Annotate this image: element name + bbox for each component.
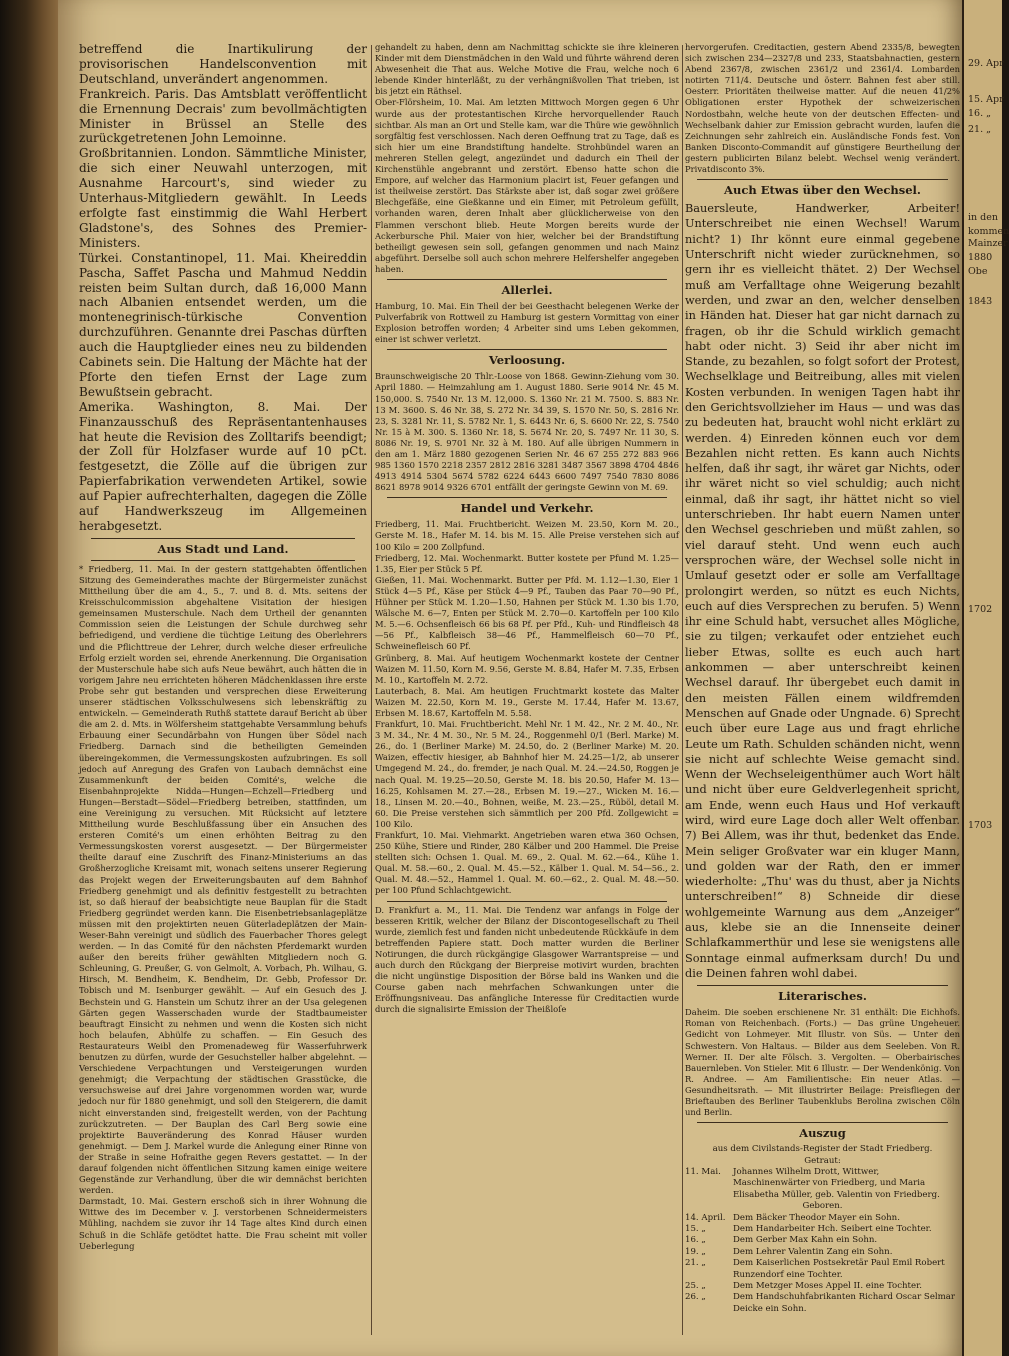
register-date: 14. April. bbox=[685, 1212, 726, 1223]
column-divider bbox=[371, 45, 372, 1335]
section-title-allerlei: Allerlei. bbox=[501, 282, 553, 297]
verloosung-text: Braunschweigische 20 Thlr.-Loose von 1868. Gewinn-Ziehung vom 30. April 1880. — Heimzahlung am 1. August 1880. Serie 9014 Nr. 45 M. 150,000. S. 7540 Nr. 13 M. 12,000. S. 1360 Nr. 21 M. 7500. S. 883 Nr. 13 M. 3600. S. 46 Nr. 38, S. 272 Nr. 34 39, S. 1570 Nr. 50, S. 2816 Nr. 23, S. 3281 Nr. 11, S. 5782 Nr. 1, S. 6443 Nr. 6, S. 6600 Nr. 22, S. 7540 Nr. 15 à M. 300. S. 1360 Nr. 18, S. 5674 Nr. 20, S. 7497 Nr. 11 30, S. 8086 Nr. 19, S. 9701 Nr. 32 à M. 180. Auf alle übrigen Nummern in den am 1. März 1880 gezogenen Serien Nr. 46 67 255 272 883 966 985 1360 1570 2218 2357 2812 2816 3281 3487 3567 3898 4704 4846 4913 4914 5304 5674 5782 6224 6443 6600 7497 7540 7830 8086 8621 8978 9014 9326 6701 entfällt der geringste Gewinn von M. 69. bbox=[375, 371, 679, 493]
register-entry bbox=[685, 1281, 960, 1292]
column-divider bbox=[682, 45, 683, 1335]
register-date: 19. „ bbox=[685, 1246, 706, 1257]
edge-text: Obe bbox=[968, 266, 988, 277]
section-rule bbox=[697, 985, 948, 986]
register-text: Dem Metzger Moses Appel II. eine Tochter. bbox=[733, 1281, 922, 1292]
edge-text: 15. Apr bbox=[968, 94, 1004, 105]
section-rule bbox=[387, 497, 667, 498]
news-ober-florsheim: Ober-Flörsheim, 10. Mai. Am letzten Mittwoch Morgen gegen 6 Uhr wurde aus der protestantischen Kirche hervorquellender Rauch sichtbar. Als man an Ort und Stelle kam, war die Thüre wie gewöhnlich sorgfältig fest verschlossen. Nach deren Oeffnung trat zu Tage, daß es sich hier um eine Brandstiftung handelte. Strohbündel waren an mehreren Stellen gelegt, angezündet und dadurch ein Theil der Kirchenstühle angebrannt und zerstört. Ebenso hatte schon die Empore, auf welcher das Harmonium placirt ist, Feuer gefangen und ist theilweise zerstört. Das Stärkste aber ist, daß sogar zwei größere Blechgefäße, eine Gießkanne und ein Eimer, mit Petroleum gefüllt, vorhanden waren, deren Inhalt aber glücklicherweise von den Flammen verschont blieb. Heute Morgen bereits wurde der Ackerbursche Phil. Maier von hier, welcher bei der Brandstiftung betheiligt gewesen sein soll, gefangen genommen und nach Mainz abgeführt. Derselbe soll auch schon mehrere Helfershelfer angegeben haben. bbox=[375, 97, 679, 274]
news-turkey: Türkei. Constantinopel, 11. Mai. Kheireddin Pascha, Saffet Pascha und Mahmud Neddin reisten beim Sultan durch, daß 16,000 Mann nach Albanien entsendet werden, um die montenegrinisch-türkische Convention durchzuführen. Genannte drei Paschas dürften auch die Hauptglieder eines neu zu bildenden Cabinets sein. Die Haltung der Mächte hat der Pforte den tiefen Ernst der Lage zum Bewußtsein gebracht. bbox=[79, 250, 367, 399]
intro-text: betreffend die Inartikulirung der provisorischen Handelsconvention mit Deutschland, unverändert angenommen. bbox=[79, 42, 367, 86]
edge-text: Mainzer bbox=[968, 238, 1008, 249]
news-britain: Großbritannien. London. Sämmtliche Minister, die sich einer Neuwahl unterzogen, mit Ausnahme Harcourt's, sind wieder zu Unterhaus-Mitgliedern gewählt. In Leeds erfolgte fast einstimmig die Wahl Herbert Gladstone's, des Sohnes des Premier-Ministers. bbox=[79, 146, 367, 250]
literarisches-text: Daheim. Die soeben erschienene Nr. 31 enthält: Die Eichhofs. Roman von Reichenbach. (Forts.) — Das grüne Ungeheuer. Gedicht von Lohmeyer. Mit Illustr. von Süs. — Unter den Schwestern. Von Haltaus. — Bilder aus dem Seeleben. Von R. Werner. II. Der alte Fölsch. 3. Vergolten. — Oberbairisches Bauernleben. Von Stieler. Mit 6 Illustr. — Der Wendenkönig. Von R. Andree. — Am Familientische: Ein neuer Atlas. — Gesundheitsrath. — Mit illustrirter Beilage: Preisfliegen der Brieftauben des Berliner Taubenklubs Berolina zwischen Cöln und Berlin. bbox=[685, 1007, 960, 1118]
section-rule bbox=[387, 349, 667, 350]
edge-text: 1702 bbox=[968, 604, 993, 615]
edge-text: 21. „ bbox=[968, 124, 992, 135]
section-rule bbox=[387, 901, 667, 902]
edge-text: in den bbox=[968, 212, 998, 223]
register-date: 26. „ bbox=[685, 1292, 706, 1303]
register-entry bbox=[685, 1213, 960, 1224]
column-1 bbox=[79, 42, 367, 1342]
register-date: 11. Mai. bbox=[685, 1167, 721, 1178]
market-report: Friedberg, 12. Mai. Wochenmarkt. Butter kostete per Pfund M. 1.25—1.35, Eier per Stück 5 Pf. bbox=[375, 552, 679, 574]
newspaper-sheet bbox=[58, 0, 962, 1356]
section-rule bbox=[91, 560, 355, 561]
register-date: 15. „ bbox=[685, 1224, 706, 1235]
wechsel-article: Bauersleute, Handwerker, Arbeiter! Unterschreibet nie einen Wechsel! Warum nicht? 1) Ihr könnt eure einmal gegebene Unterschrift nicht wieder zurücknehmen, so gern ihr es vielleicht thätet. 2) Der Wechsel muß am Verfalltage ohne Weigerung bezahlt werden, und zwar an den, welcher denselben in Händen hat. Dieser hat gar nicht darnach zu fragen, ob ihr die Schuld wirklich gemacht habt oder nicht. 3) Seid ihr aber nicht im Stande, zu bezahlen, so folgt sofort der Protest, Wechselklage und Beitreibung, alles mit vielen Kosten verbunden. In wenigen Tagen habt ihr den Gerichtsvollzieher im Haus — und was das zu bedeuten hat, braucht wohl nicht erklärt zu werden. 4) Einreden können euch vor dem Bezahlen nicht retten. Es kann auch Nichts helfen, daß ihr sagt, ihr wäret gar Nichts, oder ihr wäret nicht so viel schuldig; auch nicht einmal, daß ihr sagt, ihr hättet nicht so viel unterschrieben. Ihr habt euern Namen unter den Wechsel geschrieben und müßt zahlen, so viel darauf steht. Und wenn euch auch versprochen wäre, der Wechsel solle nicht in Umlauf gesetzt oder er solle am Verfalltage prolongirt werden, so nützt es euch Nichts, euch auf dies Versprechen zu berufen. 5) Wenn ihr eine Schuld habt, versuchet alles Mögliche, sie zu tilgen; verkaufet oder entziehet euch lieber Etwas, sollte es euch auch hart ankommen — aber unterschreibt keinen Wechsel darauf. Ihr übergebet euch damit in den meisten Fällen einem wildfremden Menschen auf Gnade oder Ungnade. 6) Sprecht euch über eure Lage aus und fragt ehrliche Leute um Rath. Schulden schänden nicht, wenn sie nicht auf schlechte Weise gemacht sind. Wenn der Wechseleigenthümer auch Wort hält und nicht über eure Geldverlegenheit spricht, am Ende, wenn euch Haus und Hof verkauft wird, wird eure Lage doch aller Welt offenbar. 7) Bei Allem, was ihr thut, bedenket das Ende. Mein seliger Großvater war ein kluger Mann, und golden war der Rath, den er immer wiederholte: „Thu' was du thust, aber ja Nichts unterschreiben!“ 8) Schneide dir diese wohlgemeinte Warnung aus dem „Anzeiger“ aus, klebe sie an die Innenseite deiner Schlafkammerthür und lese sie wenigstens alle Sonntage einmal aufmerksam durch! Du und die Deinen fahren wohl dabei. bbox=[685, 202, 960, 980]
allerlei-text: Hamburg, 10. Mai. Ein Theil der bei Geesthacht belegenen Werke der Pulverfabrik von Rottweil zu Hamburg ist gestern Vormittag von einer Explosion betroffen worden; 4 Arbeiter sind ums Leben gekommen, einer ist schwer verletzt. bbox=[375, 300, 679, 345]
stock-report-continued: hervorgerufen. Creditactien, gestern Abend 2335/8, bewegten sich zwischen 234—2327/8 und 233, Staatsbahnactien, gestern Abend 2367/8, zwischen 2361/2 und 2361/4. Lombarden notirten 711/4. Deutsche und österr. Bahnen fest aber still. Oesterr. Prioritäten theilweise matter. Auf die neuen 41/2% Obligationen erster Hypothek der schweizerischen Nordostbahn, welche heute von der deutschen Effecten- und Wechselbank dahier zur Emission gebracht wurden, laufen die Zeichnungen sehr zahlreich ein. Ausländische Fonds fest. Von Banken Disconto-Commandit auf günstigere Beurtheilung der gestern publicirten Bilanz belebt. Wechsel wenig verändert. Privatdisconto 3%. bbox=[685, 42, 960, 175]
edge-text: 16. „ bbox=[968, 108, 992, 119]
market-report: Frankfurt, 10. Mai. Viehmarkt. Angetrieben waren etwa 360 Ochsen, 250 Kühe, Stiere und Rinder, 280 Kälber und 200 Hammel. Die Preise stellten sich: Ochsen 1. Qual. M. 69., 2. Qual. M. 62.—64., Kühe 1. Qual. M. 58.—60., 2. Qual. M. 45.—52., Kälber 1. Qual. M. 54—56., 2. Qual. M. 48.—52., Hammel 1. Qual. M. 60.—62., 2. Qual. M. 48.—50. per 100 Pfund Schlachtgewicht. bbox=[375, 830, 679, 896]
edge-text: 29. Apr bbox=[968, 58, 1004, 69]
section-rule bbox=[387, 279, 667, 280]
market-report: Lauterbach, 8. Mai. Am heutigen Fruchtmarkt kostete das Malter Waizen M. 22.50, Korn M. 19., Gerste M. 17.44, Hafer M. 13.67, Erbsen M. 18.67, Kartoffeln M. 5.58. bbox=[375, 685, 679, 718]
market-report: Frankfurt, 10. Mai. Fruchtbericht. Mehl Nr. 1 M. 42., Nr. 2 M. 40., Nr. 3 M. 34., Nr. 4 M. 30., Nr. 5 M. 24., Roggenmehl 0/1 (Berl. Marke) M. 26., do. 1 (Berliner Marke) M. 24.50, do. 2 (Berliner Marke) M. 20. Waizen, effectiv hiesiger, ab Bahnhof hier M. 24.25—1/2, ab unserer Umgegend M. 24., do. fremder, je nach Qual. M. 24.—24.50, Roggen je nach Qual. M. 19.25—20.50, Gerste M. 18. bis 20.50, Hafer M. 13—16.25, Kohlsamen M. 27.—28., Erbsen M. 19.—27., Wicken M. 16.—18., Linsen M. 20.—40., Bohnen, weiße, M. 23.—25., Rüböl, detail M. 60. Die Preise verstehen sich sämmtlich per 200 Pfd. Zollgewicht = 100 Kilo. bbox=[375, 719, 679, 829]
column-2 bbox=[375, 42, 679, 1342]
register-subtitle: aus dem Civilstands-Register der Stadt Friedberg. bbox=[712, 1144, 933, 1155]
register-entry bbox=[685, 1167, 960, 1201]
register-geboren-table bbox=[685, 1213, 960, 1316]
register-date: 16. „ bbox=[685, 1235, 706, 1246]
local-friedberg: * Friedberg, 11. Mai. In der gestern stattgehabten öffentlichen Sitzung des Gemeinderathes machte der Bürgermeister zunächst Mittheilung über die am 4., 5., 7. und 8. d. Mts. seitens der Kreisschulcommission abgehaltene Visitation der hiesigen gemeinsamen Musterschule. Nach dem Urtheil der genannten Commission seien die Leistungen der Schule durchweg sehr befriedigend, und verdiene die tüchtige Leitung des Oberlehrers und die Pflichttreue der Lehrer, durch welche dieser erfreuliche Erfolg erzielt worden sei, ehrende Anerkennung. Die Organisation der Musterschule habe sich aufs Neue bewährt, auch hätten die in vorigem Jahre neu errichteten höheren Mädchenklassen ihre erste Probe sehr gut bestanden und versprechen diese Erweiterung unserer städtischen Volksschulwesens sich lebenskräftig zu entwickeln. — Gemeinderath Ruthß stattete darauf Bericht ab über die am 2. d. Mts. in Wölfersheim stattgehabte Versammlung behufs Erbauung einer Secundärbahn von Hungen über Södel nach Friedberg. Darnach sind die betheiligten Gemeinden übereingekommen, die Vermessungskosten aufzubringen. Es soll jedoch auf Anregung des Grafen von Laubach demnächst eine Zusammenkunft der beiden Comité's, welche die Eisenbahnprojekte Nidda—Hungen—Echzell—Friedberg und Hungen—Berstadt—Södel—Friedberg betreiben, stattfinden, um eine Vereinigung zu versuchen. Mit Rücksicht auf letztere Mittheilung wurde Beschlußfassung über ein Ansuchen des ersteren Comité's um einen erhöhten Beitrag zu den Vermessungskosten vorerst ausgesetzt. — Der Bürgermeister theilte darauf eine Zuschrift des Finanz-Ministeriums an das Großherzogliche Kreisamt mit, wonach seitens unserer Regierung das Projekt wegen der Erweiterungsbauten auf dem Bahnhof Friedberg genehmigt und als definitiv festgestellt zu betrachten ist, so daß hierauf der beabsichtigte neue Bauplan für die Stadt Friedberg gegründet werden kann. Die Eisenbetriebsanlageplätze müssen mit den projektirten neuen Güterladeplätzen der Main-Weser-Bahn vereinigt und südlich des Fauerbacher Thores gelegt werden. — In das Comité für den nächsten Pferdemarkt wurden außer den bereits früher gewählten Mitgliedern noch G. Schleuning, G. Preußer, G. von Gelmolt, A. Vorbach, Ph. Wilhau, G. Hirsch, M. Bendheim, K. Bendheim, Dr. Gebb, Professor Dr. Tobisch und M. Isenburger gewählt. — Auf ein Gesuch des J. Bechstein und G. Hanstein um Schutz ihrer an der Usa gelegenen Gärten gegen Wasserschaden wurde der Stadtbaumeister beauftragt Einsicht zu nehmen und wenn die Kosten sich nicht hoch belaufen, Abhülfe zu schaffen. — Ein Gesuch des Restaurateurs Weibl den Promenadeweg für Wasserfuhrwerk benutzen zu dürfen, wurde der Gesuchsteller halber abgelehnt. — Verschiedene Verpachtungen und Versteigerungen wurden genehmigt; die Verpachtung der städtischen Grasstücke, die versuchsweise auf drei Jahre vorgenommen worden war, wurde jedoch nur für 1880 genehmigt, und soll den Steigerern, die damit nicht einverstanden sind, freigestellt werden, von der Pachtung zurückzutreten. — Der Bauplan des Carl Berg sowie eine projektirte Bauveränderung des Konrad Häuser wurden genehmigt. — Dem J. Markel wurde die Anlegung einer Rinne von der Straße in seine Hofraithe gegen Revers gestattet. — In der darauf folgenden nicht öffentlichen Sitzung kamen einige weitere Gegenstände zur Verhandlung, über die wir demnächst berichten werden. bbox=[79, 563, 367, 1196]
register-date: 21. „ bbox=[685, 1258, 706, 1269]
register-entry bbox=[685, 1235, 960, 1246]
register-text: Dem Kaiserlichen Postsekretär Paul Emil Robert Runzendorf eine Tochter. bbox=[733, 1258, 945, 1280]
edge-text: kommen bbox=[968, 226, 1009, 237]
section-title-verloosung: Verloosung. bbox=[488, 353, 566, 368]
register-entry bbox=[685, 1224, 960, 1235]
adjacent-page-edge bbox=[962, 0, 1009, 1356]
register-getraut-table bbox=[685, 1167, 960, 1201]
register-entry bbox=[685, 1292, 960, 1315]
news-america: Amerika. Washington, 8. Mai. Der Finanzausschuß des Repräsentantenhauses hat heute die Revision des Zolltarifs beendigt; der Zoll für Holzfaser wurde auf 10 pCt. festgesetzt, die Zölle auf die übrigen zur Papierfabrikation verwendeten Artikel, sowie auf Papier aufrechterhalten, dagegen die Zölle auf Handwerkszeug im Allgemeinen herabgesetzt. bbox=[79, 399, 367, 533]
book-binding bbox=[0, 0, 58, 1356]
register-text: Johannes Wilhelm Drott, Wittwer, Maschinenwärter von Friedberg, und Maria Elisabetha Müller, geb. Valentin von Friedberg. bbox=[733, 1167, 940, 1200]
local-darmstadt: Darmstadt, 10. Mai. Gestern erschoß sich in ihrer Wohnung die Wittwe des im December v. J. verstorbenen Schneidermeisters Mühling, nachdem sie zuvor ihr 14 Tage altes Kind durch einen Schuß in die Schläfe getödtet hatte. Die Frau scheint mit voller Ueberlegung bbox=[79, 1196, 367, 1251]
market-report: Gießen, 11. Mai. Wochenmarkt. Butter per Pfd. M. 1.12—1.30, Eier 1 Stück 4—5 Pf., Käse per Stück 4—9 Pf., Tauben das Paar 70—90 Pf., Hühner per Stück M. 1.20—1.50, Hahnen per Stück M. 1.30 bis 1.70, Wälsche M. 6—7, Enten per Stück M. 2.70—0. Kartoffeln per 100 Kilo M. 5.—6. Ochsenfleisch 66 bis 68 Pf. per Pfd., Kuh- und Rindfleisch 48—56 Pf., Kalbfleisch 38—46 Pf., Hammelfleisch 60—70 Pf., Schweinefleisch 60 Pf. bbox=[375, 574, 679, 652]
register-text: Dem Handschuhfabrikanten Richard Oscar Selmar Deicke ein Sohn. bbox=[733, 1292, 956, 1314]
edge-text: 1880 bbox=[968, 252, 993, 263]
section-rule bbox=[697, 1122, 948, 1123]
edge-text: 1703 bbox=[968, 820, 993, 831]
register-entry bbox=[685, 1247, 960, 1258]
register-text: Dem Bäcker Theodor Mayer ein Sohn. bbox=[733, 1212, 900, 1223]
edge-text: 1843 bbox=[968, 296, 993, 307]
register-entry bbox=[685, 1258, 960, 1281]
register-label-geboren: Geboren. bbox=[802, 1201, 843, 1212]
section-title-literarisches: Literarisches. bbox=[778, 989, 867, 1004]
register-text: Dem Lehrer Valentin Zang ein Sohn. bbox=[733, 1246, 893, 1257]
column-3 bbox=[685, 42, 960, 1342]
register-text: Dem Gerber Max Kahn ein Sohn. bbox=[733, 1235, 878, 1246]
market-report: Grünberg, 8. Mai. Auf heutigem Wochenmarkt kostete der Centner Waizen M. 11.50, Korn M. 9.56, Gerste M. 8.84, Hafer M. 7.35, Erbsen M. 10., Kartoffeln M. 2.72. bbox=[375, 652, 679, 685]
section-title-wechsel: Auch Etwas über den Wechsel. bbox=[724, 183, 921, 198]
register-text: Dem Handarbeiter Hch. Seibert eine Tochter. bbox=[733, 1224, 932, 1235]
news-france: Frankreich. Paris. Das Amtsblatt veröffentlicht die Ernennung Decrais' zum bevollmächtigten Minister in Brüssel an Stelle des zurückgetretenen John Lemoinne. bbox=[79, 86, 367, 146]
section-title-handel: Handel und Verkehr. bbox=[460, 501, 594, 516]
section-rule bbox=[697, 179, 948, 180]
darmstadt-continued: gehandelt zu haben, denn am Nachmittag schickte sie ihre kleineren Kinder mit dem Dienstmädchen in den Wald und führte während deren Abwesenheit die That aus. Welche Motive die Frau, welche noch 6 lebende Kinder hinterläßt, zu der verhängnißvollen That trieben, ist bis jetzt ein Räthsel. bbox=[375, 42, 679, 97]
section-rule bbox=[91, 538, 355, 539]
section-title-auszug: Auszug bbox=[799, 1126, 846, 1141]
register-date: 25. „ bbox=[685, 1281, 706, 1292]
register-label-getraut: Getraut: bbox=[804, 1155, 841, 1166]
stock-report: D. Frankfurt a. M., 11. Mai. Die Tendenz war anfangs in Folge der besseren Kritik, welcher der Bilanz der Discontogesellschaft zu Theil wurde, ziemlich fest und fanden nicht unbedeutende Rückkäufe in dem betreffenden Papiere statt. Doch matter wurden die Berliner Notirungen, die durch rückgängige Glasgower Warrantspreise — und auch durch den Rückgang der Bierpreise motivirt wurden, brachten die nicht ungünstige Disposition der Börse bald ins Wanken und die Course gaben nach mehrfachen Schwankungen unter die Eröffnungsniveau. Das anfängliche Interesse für Creditactien wurde durch die signalisirte Emission der Theißloſe bbox=[375, 904, 679, 1015]
market-report: Friedberg, 11. Mai. Fruchtbericht. Weizen M. 23.50, Korn M. 20., Gerste M. 18., Hafer M. 14. bis M. 15. Alle Preise verstehen sich auf 100 Kilo = 200 Zollpfund. bbox=[375, 519, 679, 552]
section-title-local: Aus Stadt und Land. bbox=[157, 541, 289, 556]
